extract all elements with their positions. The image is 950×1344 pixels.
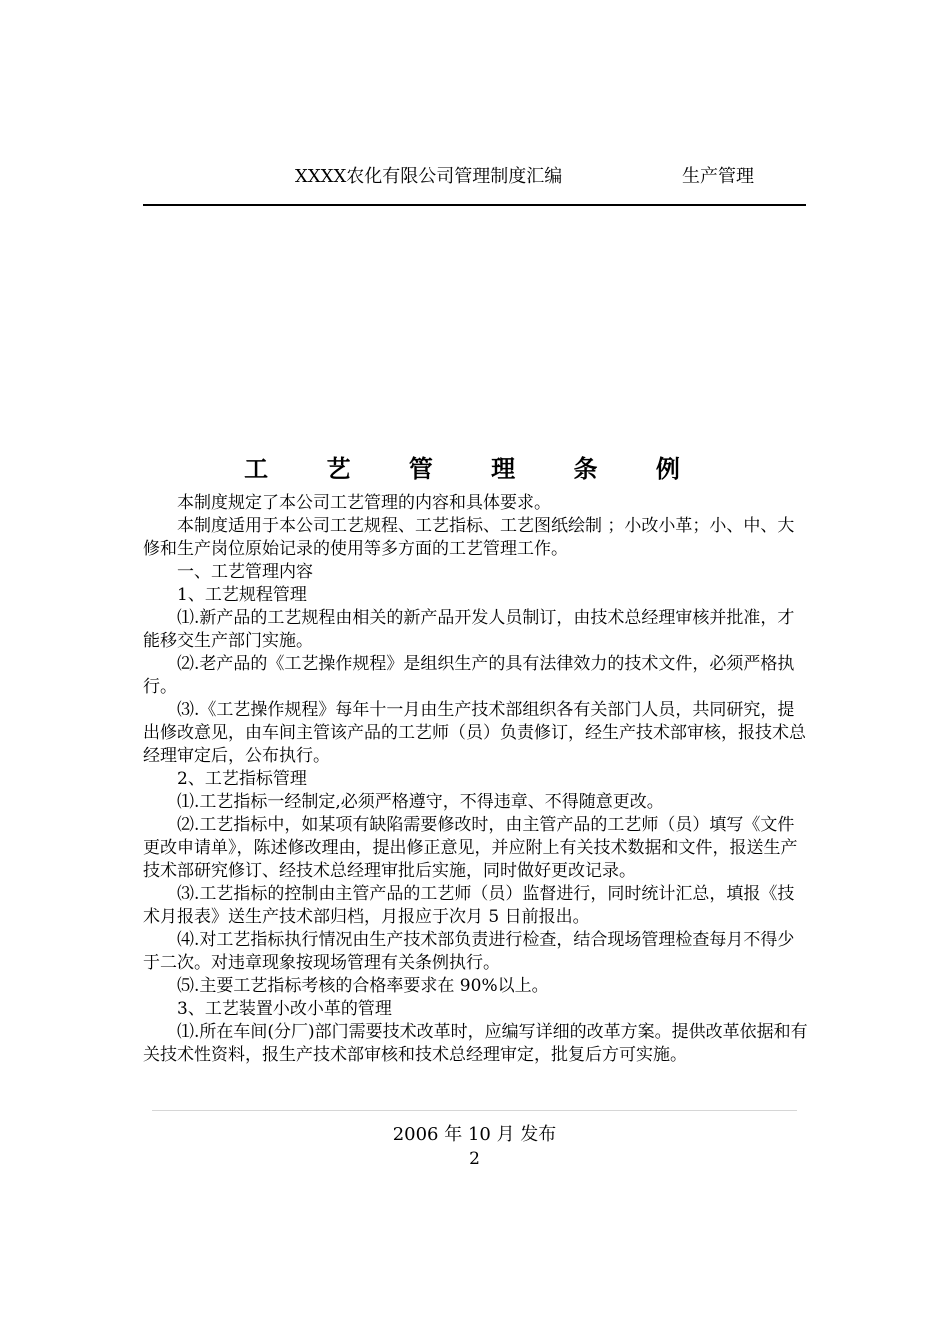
footer-divider xyxy=(152,1110,797,1111)
subsection-heading-process-indicators: 2、工艺指标管理 xyxy=(177,769,307,789)
paragraph-item: ⑴.所在车间(分厂)部门需要技术改革时，应编写详细的改革方案。提供改革依据和有关技术性资料，报生产技术部审核和技术总经理审定，批复后方可实施。 xyxy=(143,1022,808,1065)
paragraph-scope-applicability: 本制度适用于本公司工艺规程、工艺指标、工艺图纸绘制 ；小改小革；小、中、大修和生产岗位原始记录的使用等多方面的工艺管理工作。 xyxy=(143,516,795,559)
paragraph-item: ⑴.工艺指标一经制定,必须严格遵守，不得违章、不得随意更改。 xyxy=(177,792,664,812)
paragraph-item: ⑵.老产品的《工艺操作规程》是组织生产的具有法律效力的技术文件，必须严格执行。 xyxy=(143,654,795,697)
release-date: 2006 年 10 月 发布 xyxy=(392,1124,557,1145)
page-header xyxy=(143,162,806,192)
subsection-heading-process-rules: 1、工艺规程管理 xyxy=(177,585,307,605)
paragraph-scope-intro: 本制度规定了本公司工艺管理的内容和具体要求。 xyxy=(177,493,551,513)
paragraph-item: ⑵.工艺指标中，如某项有缺陷需要修改时，由主管产品的工艺师（员）填写《文件更改申请单》，陈述修改理由，提出修正意见，并应附上有关技术数据和文件，报送生产技术部研究修订、经技术总经理审批后实施，同时做好更改记录。 xyxy=(143,815,798,881)
header-divider xyxy=(143,204,806,206)
paragraph-item: ⑸.主要工艺指标考核的合格率要求在 90%以上。 xyxy=(177,976,549,996)
section-heading-content: 一、工艺管理内容 xyxy=(177,562,313,582)
paragraph-item: ⑴.新产品的工艺规程由相关的新产品开发人员制订，由技术总经理审核并批准，才能移交生产部门实施。 xyxy=(143,608,795,651)
document-body xyxy=(143,492,809,1067)
paragraph-item: ⑷.对工艺指标执行情况由生产技术部负责进行检查，结合现场管理检查每月不得少于二次。对违章现象按现场管理有关条例执行。 xyxy=(143,930,795,973)
subsection-heading-small-reforms: 3、工艺装置小改小革的管理 xyxy=(177,999,392,1019)
paragraph-item: ⑶.《工艺操作规程》每年十一月由生产技术部组织各有关部门人员，共同研究，提出修改意见，由车间主管该产品的工艺师（员）负责修订，经生产技术部审核，报技术总经理审定后，公布执行。 xyxy=(143,700,806,766)
header-section-name: 生产管理 xyxy=(682,166,754,187)
header-company-title: XXXX农化有限公司管理制度汇编 xyxy=(295,166,563,187)
document-title: 工 艺 管 理 条 例 xyxy=(244,454,705,483)
paragraph-item: ⑶.工艺指标的控制由主管产品的工艺师（员）监督进行，同时统计汇总，填报《技术月报表》送生产技术部归档，月报应于次月 5 日前报出。 xyxy=(143,884,795,927)
page-number: 2 xyxy=(469,1149,480,1169)
